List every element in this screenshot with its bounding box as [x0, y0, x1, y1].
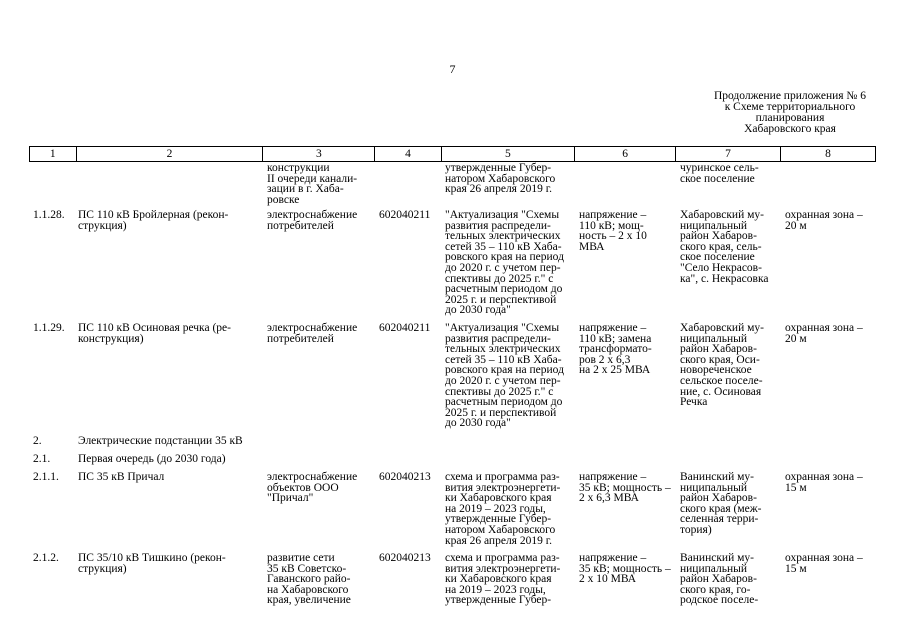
- cell-text-line: 2 х 6,3 МВА: [579, 492, 639, 505]
- cell-text-line: спективы до 2025 г." с: [445, 272, 554, 285]
- cell-text-line: 602040211: [379, 209, 431, 221]
- cell-text-line: район Хабаров-: [680, 573, 757, 586]
- table-cell-col-1: [33, 553, 59, 564]
- cell-text-line: зации в г. Хаба-: [267, 183, 344, 196]
- cell-text-line: Электрические подстанции 35 кВ: [78, 435, 243, 447]
- cell-text-line: 110 кВ; замена: [579, 332, 652, 345]
- page-number: 7: [449, 62, 456, 76]
- cell-text-line: до 2030 года": [445, 417, 511, 430]
- cell-text-line: ки Хабаровского края: [445, 492, 552, 505]
- column-header: 1: [30, 147, 77, 162]
- cell-text-line: 110 кВ; мощ-: [579, 219, 644, 232]
- cell-text-line: Первая очередь (до 2030 года): [78, 453, 226, 465]
- table-cell-col-1: [33, 472, 59, 483]
- cell-text-line: район Хабаров-: [680, 492, 757, 505]
- table-cell-col-6: [579, 472, 671, 504]
- cell-text-line: охранная зона –: [785, 209, 863, 221]
- table-cell-col-6: [579, 553, 671, 585]
- cell-text-line: 20 м: [785, 332, 807, 345]
- cell-text-line: тельных электрических: [445, 230, 561, 243]
- table-cell-col-7: [680, 210, 768, 284]
- cell-text-line: напряжение –: [579, 471, 647, 483]
- cell-text-line: вития электроэнергети-: [445, 481, 561, 494]
- cell-text-line: Хабаровский му-: [680, 322, 764, 334]
- cell-text-line: 2.1.1.: [33, 471, 59, 483]
- column-header: 8: [780, 147, 875, 162]
- cell-text-line: на 2019 – 2023 годы,: [445, 583, 546, 596]
- cell-text-line: Ванинский му-: [680, 471, 754, 483]
- cell-text-line: до 2020 г. с учетом пер-: [445, 261, 561, 274]
- table-cell-col-3: [267, 323, 357, 344]
- cell-text-line: напряжение –: [579, 322, 647, 334]
- table-cell-col-6: [579, 323, 652, 376]
- cell-text-line: 35 кВ; мощность –: [579, 481, 671, 494]
- cell-text-line: расчетным периодом до: [445, 283, 563, 296]
- table-cell-col-1: [33, 323, 65, 334]
- cell-text-line: ПС 35 кВ Причал: [78, 471, 165, 483]
- cell-text-line: новореченское: [680, 364, 752, 377]
- cell-text-line: 2.1.: [33, 453, 51, 465]
- table-cell-col-8: [785, 472, 863, 493]
- cell-text-line: струкция): [78, 562, 127, 575]
- table-cell-col-5: [445, 472, 560, 546]
- cell-text-line: на 2019 – 2023 годы,: [445, 502, 546, 515]
- cell-text-line: натором Хабаровского: [445, 523, 556, 536]
- cell-text-line: ки Хабаровского края: [445, 573, 552, 586]
- cell-text-line: 602040211: [379, 322, 431, 334]
- cell-text-line: охранная зона –: [785, 471, 863, 483]
- cell-text-line: 2.: [33, 435, 42, 447]
- table-cell-col-3: [267, 472, 357, 504]
- cell-text-line: потребителей: [267, 332, 334, 345]
- cell-text-line: расчетным периодом до: [445, 396, 563, 409]
- cell-text-line: электроснабжение: [267, 322, 358, 334]
- cell-text-line: схема и программа раз-: [445, 471, 560, 483]
- cell-text-line: район Хабаров-: [680, 230, 757, 243]
- cell-text-line: потребителей: [267, 219, 334, 232]
- table-cell-col-8: [785, 323, 863, 344]
- cell-text-line: ровского края на период: [445, 364, 564, 377]
- cell-text-line: ского края, Оси-: [680, 353, 760, 366]
- cell-text-line: края 26 апреля 2019 г.: [445, 183, 553, 196]
- cell-text-line: 2025 г. и перспективой: [445, 406, 557, 419]
- cell-text-line: район Хабаров-: [680, 343, 757, 356]
- cell-text-line: 602040213: [379, 471, 431, 483]
- table-cell-col-8: [785, 553, 863, 574]
- cell-text-line: утвержденные Губер-: [445, 513, 552, 526]
- cell-text-line: ское поселение: [680, 251, 755, 264]
- table-cell-col-2: [78, 210, 228, 231]
- cell-text-line: ровске: [267, 193, 300, 206]
- cell-text-line: ское поселение: [680, 172, 755, 185]
- table-cell-col-2: [78, 553, 226, 574]
- table-cell-col-7: [680, 472, 762, 536]
- cell-text-line: ние, с. Осиновая: [680, 385, 762, 398]
- cell-text-line: развития распредели-: [445, 332, 551, 345]
- cell-text-line: напряжение –: [579, 209, 647, 221]
- column-header: 5: [441, 147, 575, 162]
- cell-text-line: утвержденные Губер-: [445, 594, 552, 607]
- cell-text-line: ниципальный: [680, 481, 747, 494]
- table-cell-col-3: [267, 553, 351, 606]
- column-header: 6: [575, 147, 676, 162]
- cell-text-line: электроснабжение: [267, 471, 358, 483]
- cell-text-line: развитие сети: [267, 552, 335, 564]
- cell-text-line: утвержденные Губер-: [445, 162, 552, 174]
- cell-text-line: 15 м: [785, 481, 807, 494]
- table-cell-col-5: [445, 323, 564, 429]
- cell-text-line: ниципальный: [680, 219, 747, 232]
- cell-text-line: края 26 апреля 2019 г.: [445, 534, 553, 547]
- cell-text-line: 2025 г. и перспективой: [445, 293, 557, 306]
- cell-text-line: 20 м: [785, 219, 807, 232]
- column-header: 3: [263, 147, 375, 162]
- cell-text-line: ского края, го-: [680, 583, 751, 596]
- cell-text-line: ров 2 х 6,3: [579, 353, 631, 366]
- column-header: 2: [76, 147, 263, 162]
- cell-text-line: ПС 35/10 кВ Тишкино (рекон-: [78, 552, 226, 564]
- cell-text-line: конструкция): [78, 332, 144, 345]
- cell-text-line: ниципальный: [680, 562, 747, 575]
- cell-text-line: МВА: [579, 240, 605, 253]
- cell-text-line: до 2020 г. с учетом пер-: [445, 374, 561, 387]
- cell-text-line: напряжение –: [579, 552, 647, 564]
- table-cell-col-3: [267, 210, 357, 231]
- cell-text-line: до 2030 года": [445, 304, 511, 317]
- column-number-header: [29, 146, 876, 162]
- table-cell-col-3: [267, 163, 357, 205]
- table-cell-col-4: [379, 472, 431, 483]
- cell-text-line: 1.1.28.: [33, 209, 65, 221]
- cell-text-line: 35 кВ; мощность –: [579, 562, 671, 575]
- cell-text-line: 2.1.2.: [33, 552, 59, 564]
- cell-text-line: охранная зона –: [785, 552, 863, 564]
- table-cell-col-1: [33, 210, 65, 221]
- cell-text-line: Хабаровский му-: [680, 209, 764, 221]
- table-cell-col-7: [680, 553, 758, 606]
- table-cell-col-2: [78, 472, 164, 483]
- cell-text-line: 2 х 10 МВА: [579, 573, 637, 586]
- cell-text-line: 35 кВ Советско-: [267, 562, 347, 575]
- cell-text-line: охранная зона –: [785, 322, 863, 334]
- column-header: 4: [375, 147, 441, 162]
- cell-text-line: ПС 110 кВ Осиновая речка (ре-: [78, 322, 231, 334]
- caption-line: Продолжение приложения № 6: [713, 90, 867, 102]
- cell-text-line: родское поселе-: [680, 594, 759, 607]
- table-cell-col-6: [579, 210, 647, 252]
- table-cell-col-5: [445, 163, 555, 195]
- cell-text-line: Ванинский му-: [680, 552, 754, 564]
- table-cell-col-2: [78, 436, 243, 447]
- cell-text-line: 1.1.29.: [33, 322, 65, 334]
- cell-text-line: на Хабаровского: [267, 583, 349, 596]
- cell-text-line: тельных электрических: [445, 343, 561, 356]
- cell-text-line: ровского края на период: [445, 251, 564, 264]
- table-cell-col-1: [33, 436, 42, 447]
- cell-text-line: 602040213: [379, 552, 431, 564]
- cell-text-line: ность – 2 х 10: [579, 230, 647, 243]
- cell-text-line: объектов ООО: [267, 481, 339, 494]
- cell-text-line: конструкции: [267, 162, 330, 174]
- appendix-caption: [680, 91, 900, 135]
- cell-text-line: "Актуализация "Схемы: [445, 209, 560, 221]
- cell-text-line: края, увеличение: [267, 594, 351, 607]
- table-cell-col-1: [33, 454, 50, 465]
- cell-text-line: тория): [680, 523, 712, 536]
- cell-text-line: схема и программа раз-: [445, 552, 560, 564]
- cell-text-line: сельское поселе-: [680, 374, 763, 387]
- cell-text-line: чуринское сель-: [680, 162, 759, 174]
- cell-text-line: Речка: [680, 396, 708, 409]
- table-cell-col-7: [680, 163, 759, 184]
- table-cell-col-2: [78, 323, 231, 344]
- column-header: 7: [676, 147, 781, 162]
- cell-text-line: ка", с. Некрасовка: [680, 272, 769, 285]
- cell-text-line: II очереди канали-: [267, 172, 358, 185]
- cell-text-line: "Село Некрасов-: [680, 261, 762, 274]
- caption-line: к Схеме территориального: [724, 101, 856, 113]
- cell-text-line: "Причал": [267, 492, 314, 505]
- cell-text-line: трансформато-: [579, 343, 652, 356]
- table-cell-col-7: [680, 323, 764, 408]
- table-cell-col-2: [78, 454, 226, 465]
- table-cell-col-4: [379, 553, 431, 564]
- cell-text-line: ПС 110 кВ Бройлерная (рекон-: [78, 209, 229, 221]
- cell-text-line: электроснабжение: [267, 209, 358, 221]
- table-cell-col-5: [445, 210, 564, 316]
- table-cell-col-4: [379, 323, 430, 334]
- cell-text-line: ниципальный: [680, 332, 747, 345]
- cell-text-line: струкция): [78, 219, 127, 232]
- caption-line: планирования: [755, 112, 825, 124]
- cell-text-line: спективы до 2025 г." с: [445, 385, 554, 398]
- cell-text-line: сетей 35 – 110 кВ Хаба-: [445, 353, 562, 366]
- cell-text-line: натором Хабаровского: [445, 172, 556, 185]
- cell-text-line: сетей 35 – 110 кВ Хаба-: [445, 240, 562, 253]
- cell-text-line: 15 м: [785, 562, 807, 575]
- cell-text-line: "Актуализация "Схемы: [445, 322, 560, 334]
- cell-text-line: селенная терри-: [680, 513, 759, 526]
- cell-text-line: развития распредели-: [445, 219, 551, 232]
- cell-text-line: на 2 х 25 МВА: [579, 364, 651, 377]
- cell-text-line: Гаванского райо-: [267, 573, 351, 586]
- table-cell-col-4: [379, 210, 430, 221]
- cell-text-line: ского края (меж-: [680, 502, 762, 515]
- cell-text-line: вития электроэнергети-: [445, 562, 561, 575]
- table-cell-col-5: [445, 553, 560, 606]
- cell-text-line: ского края, сель-: [680, 240, 762, 253]
- table-cell-col-8: [785, 210, 863, 231]
- caption-line: Хабаровского края: [744, 123, 836, 135]
